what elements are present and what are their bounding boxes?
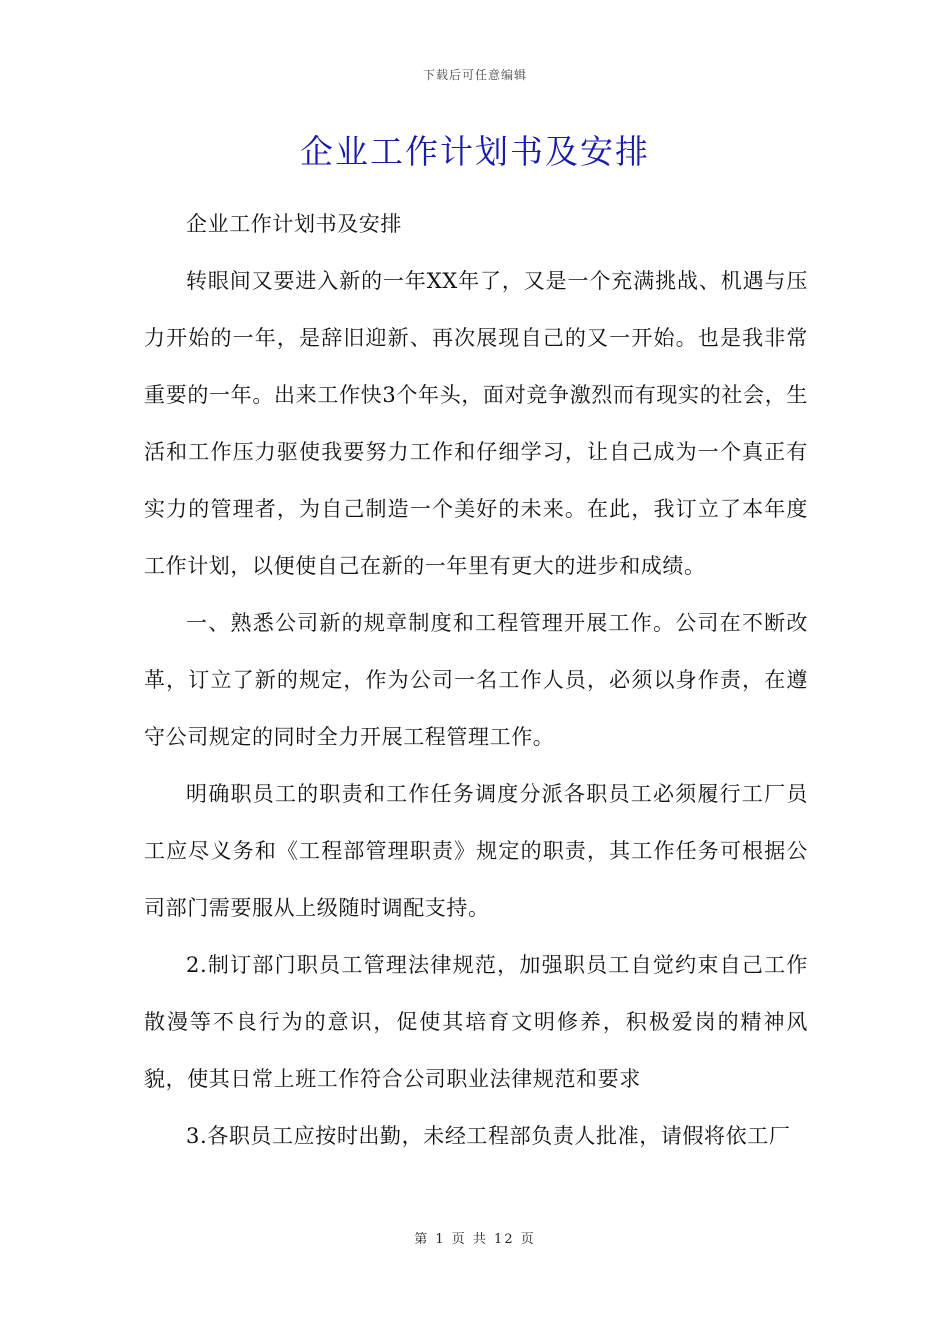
paragraph: 2.制订部门职员工管理法律规范，加强职员工自觉约束自己工作散漫等不良行为的意识，促使其培育文明修养，积极爱岗的精神风貌，使其日常上班工作符合公司职业法律规范和要求	[144, 953, 808, 1091]
paragraph: 明确职员工的职责和工作任务调度分派各职员工必须履行工厂员工应尽义务和《工程部管理职责》规定的职责，其工作任务可根据公司部门需要服从上级随时调配支持。	[144, 782, 808, 920]
paragraph: 一、熟悉公司新的规章制度和工程管理开展工作。公司在不断改革，订立了新的规定，作为公司一名工作人员，必须以身作责，在遵守公司规定的同时全力开展工程管理工作。	[144, 611, 808, 749]
header-note: 下载后可任意编辑	[422, 68, 527, 82]
document-title: 企业工作计划书及安排	[300, 132, 650, 171]
paragraph: 3.各职员工应按时出勤，未经工程部负责人批准，请假将依工厂	[186, 1124, 791, 1148]
paragraph: 企业工作计划书及安排	[186, 212, 402, 236]
page-number-footer: 第 1 页 共 12 页	[414, 1232, 536, 1247]
paragraph: 转眼间又要进入新的一年XX年了，又是一个充满挑战、机遇与压力开始的一年，是辞旧迎新、再次展现自己的又一开始。也是我非常重要的一年。出来工作快3个年头，面对竞争激烈而有现实的社会，生活和工作压力驱使我要努力工作和仔细学习，让自己成为一个真正有实力的管理者，为自己制造一个美好的未来。在此，我订立了本年度工作计划，以便使自己在新的一年里有更大的进步和成绩。	[144, 269, 808, 578]
document-body	[144, 196, 808, 1165]
